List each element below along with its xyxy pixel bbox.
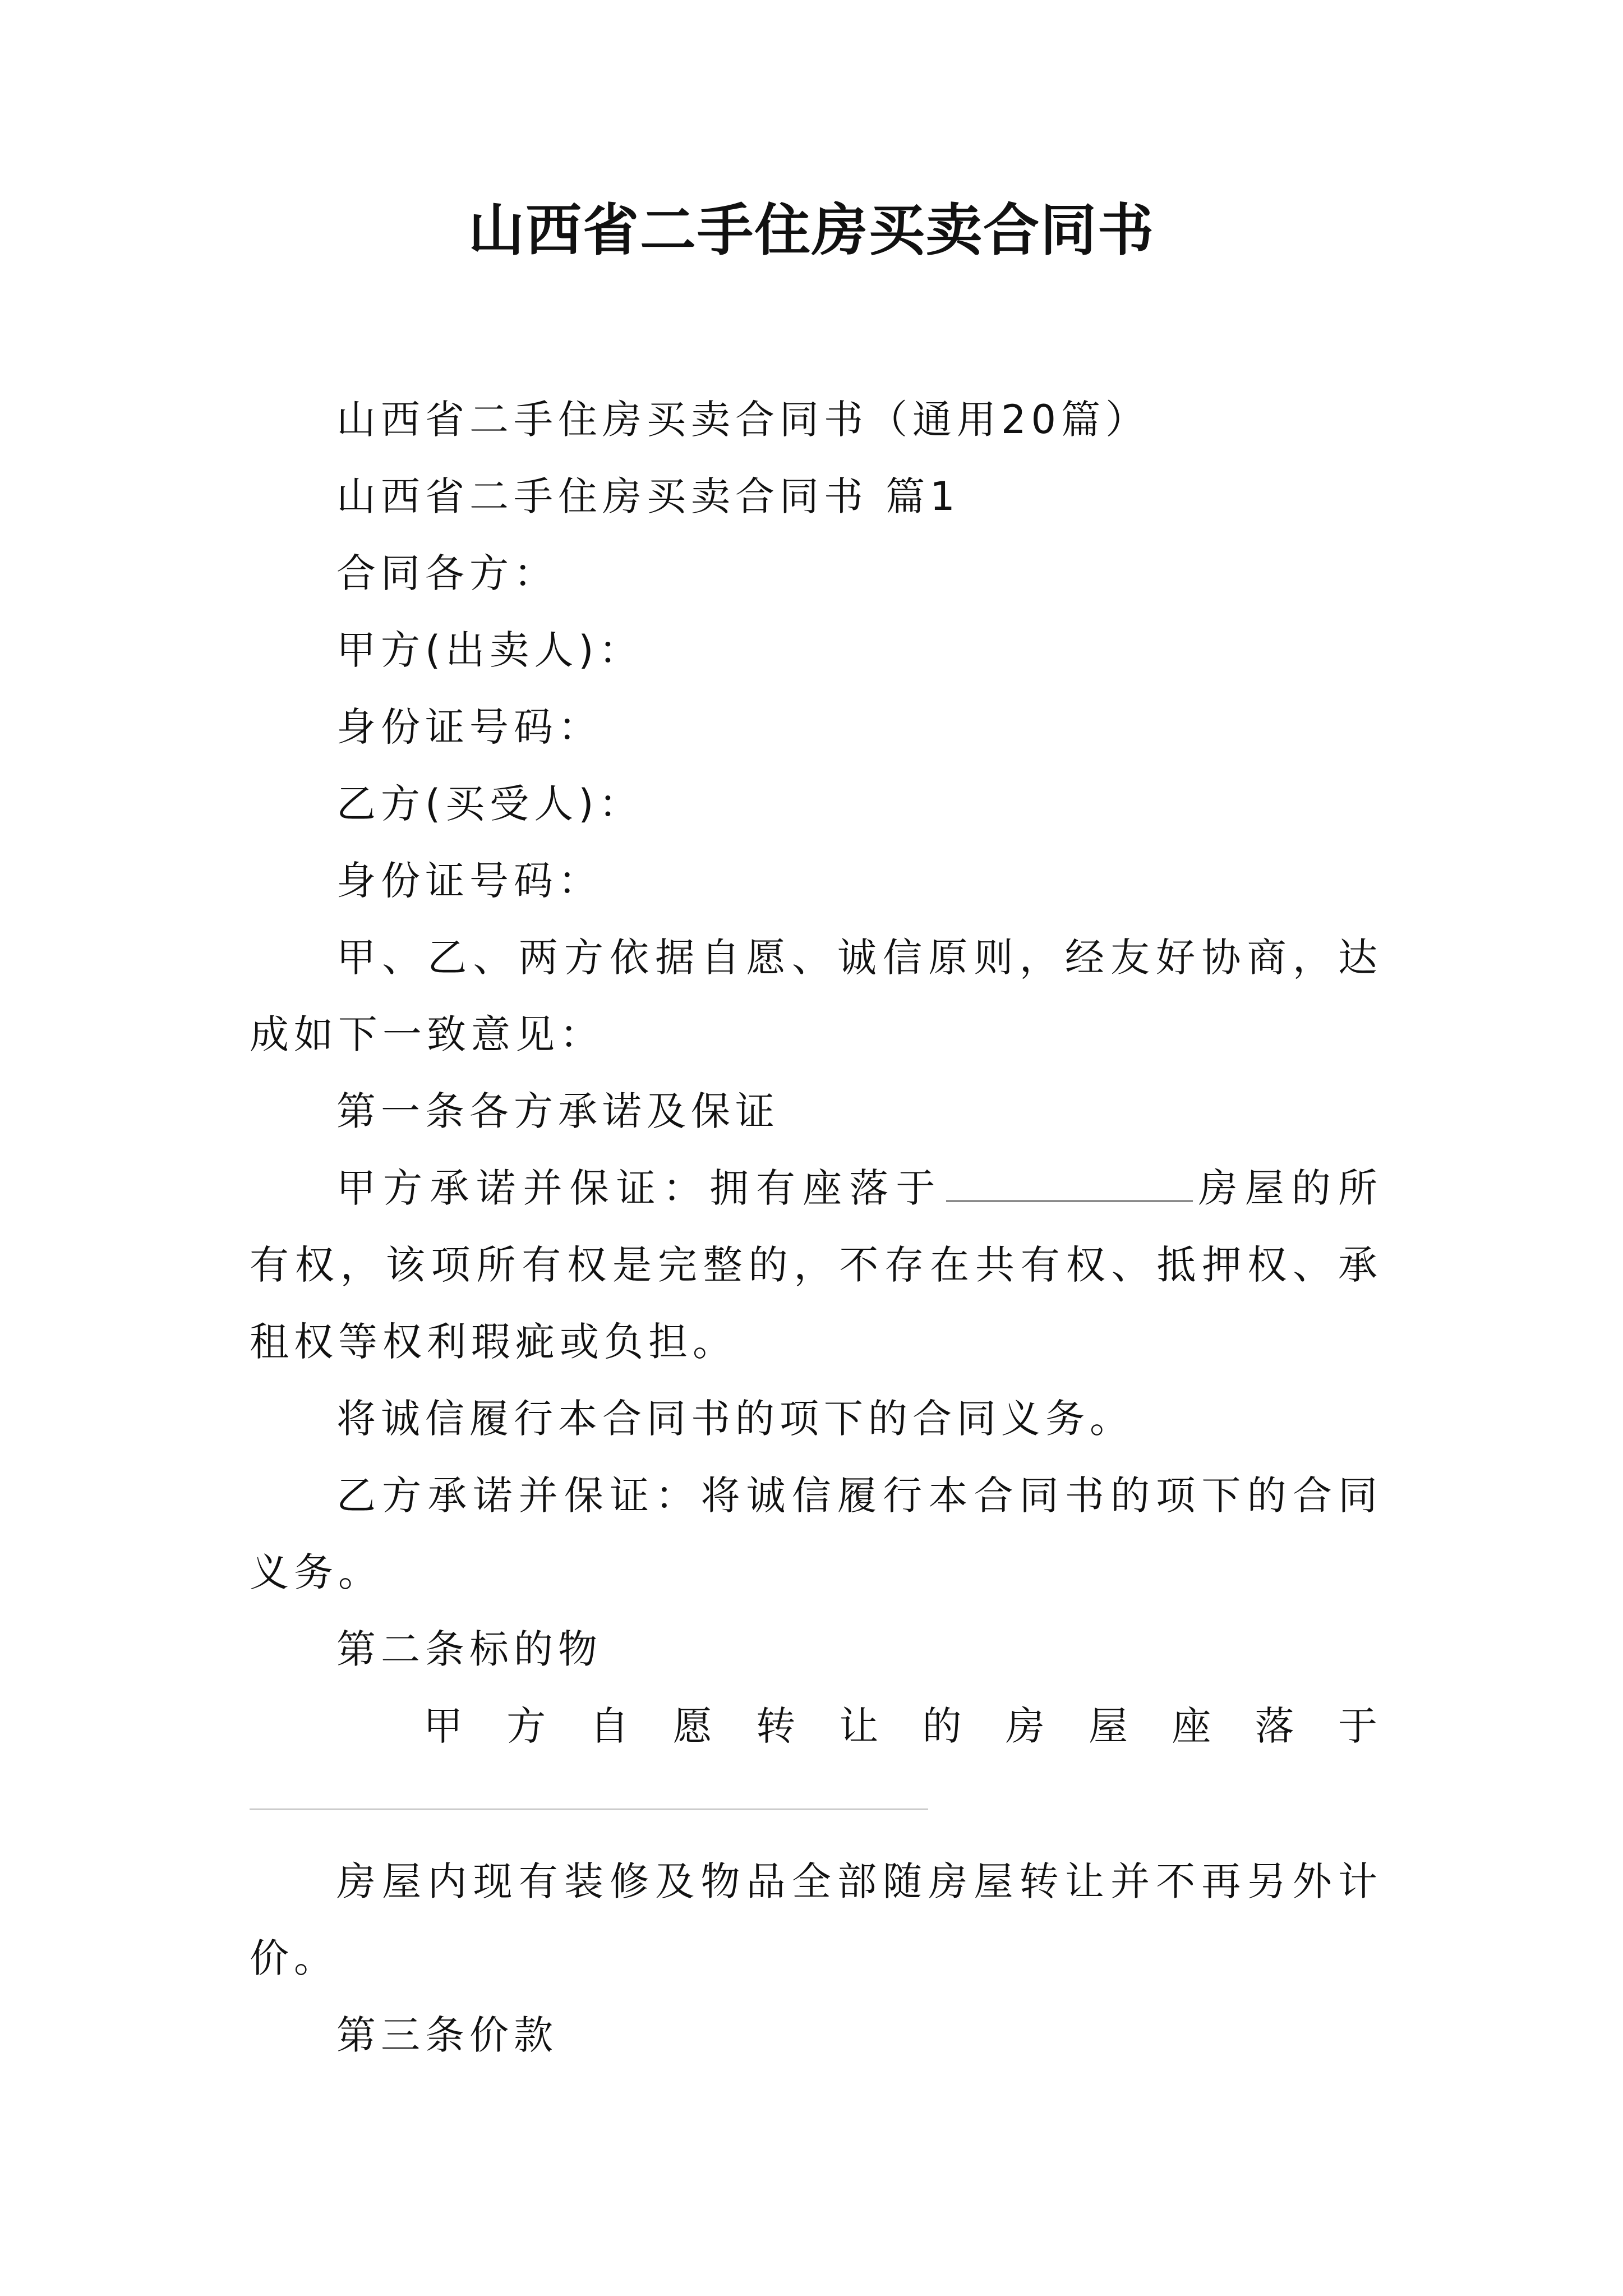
party-b-id-label: 身份证号码： (336, 858, 602, 904)
article1-party-a-clause (250, 1150, 1382, 1381)
article2-spread-char: 的 (922, 1703, 967, 1749)
party-a-id-label: 身份证号码： (336, 704, 602, 750)
article2-spread-char: 落 (1255, 1703, 1299, 1749)
article1-party-a-perform: 将诚信履行本合同书的项下的合同义务。 (336, 1396, 1134, 1442)
party-b-label: 乙方(买受人)： (336, 781, 643, 827)
address-blank-underline (946, 1167, 1193, 1202)
document-body (250, 381, 1382, 2074)
article2-spread-char: 房 (1005, 1703, 1050, 1749)
article2-detail: 房屋内现有装修及物品全部随房屋转让并不再另外计价。 (250, 1858, 1382, 1981)
blank-fill-line (250, 1809, 928, 1810)
agreement-intro: 甲、乙、两方依据自愿、诚信原则，经友好协商，达成如下一致意见： (250, 935, 1382, 1057)
article2-spread-char: 方 (506, 1703, 551, 1749)
document-title: 山西省二手住房买卖合同书 (468, 197, 1155, 263)
article1-a-prefix: 甲方承诺并保证：拥有座落于 (336, 1165, 943, 1211)
document-subtitle: 山西省二手住房买卖合同书（通用20篇） (336, 397, 1150, 443)
article2-spread-line (250, 1688, 1382, 1765)
article1-party-b-clause: 乙方承诺并保证：将诚信履行本合同书的项下的合同义务。 (250, 1473, 1382, 1595)
article2-spread-char: 转 (756, 1703, 801, 1749)
article2-spread-char: 愿 (672, 1703, 717, 1749)
article1-title: 第一条各方承诺及保证 (336, 1088, 780, 1134)
party-a-label: 甲方(出卖人)： (336, 627, 643, 673)
article2-spread-char: 甲 (423, 1703, 468, 1749)
article2-spread-char: 座 (1172, 1703, 1216, 1749)
article1-a-suffix: 房屋的所有权，该项所有权是完整的，不存在共有权、抵押权、承租权等权利瑕疵或负担。 (250, 1165, 1383, 1365)
parties-label: 合同各方： (336, 550, 558, 596)
article2-spread-char: 自 (589, 1703, 634, 1749)
section-heading: 山西省二手住房买卖合同书 篇1 (336, 473, 960, 519)
article2-spread-char: 让 (839, 1703, 884, 1749)
article3-title: 第三条价款 (336, 2012, 558, 2058)
article2-spread-char: 屋 (1089, 1703, 1133, 1749)
article2-spread-char: 于 (1338, 1703, 1382, 1749)
article2-title: 第二条标的物 (336, 1626, 602, 1672)
